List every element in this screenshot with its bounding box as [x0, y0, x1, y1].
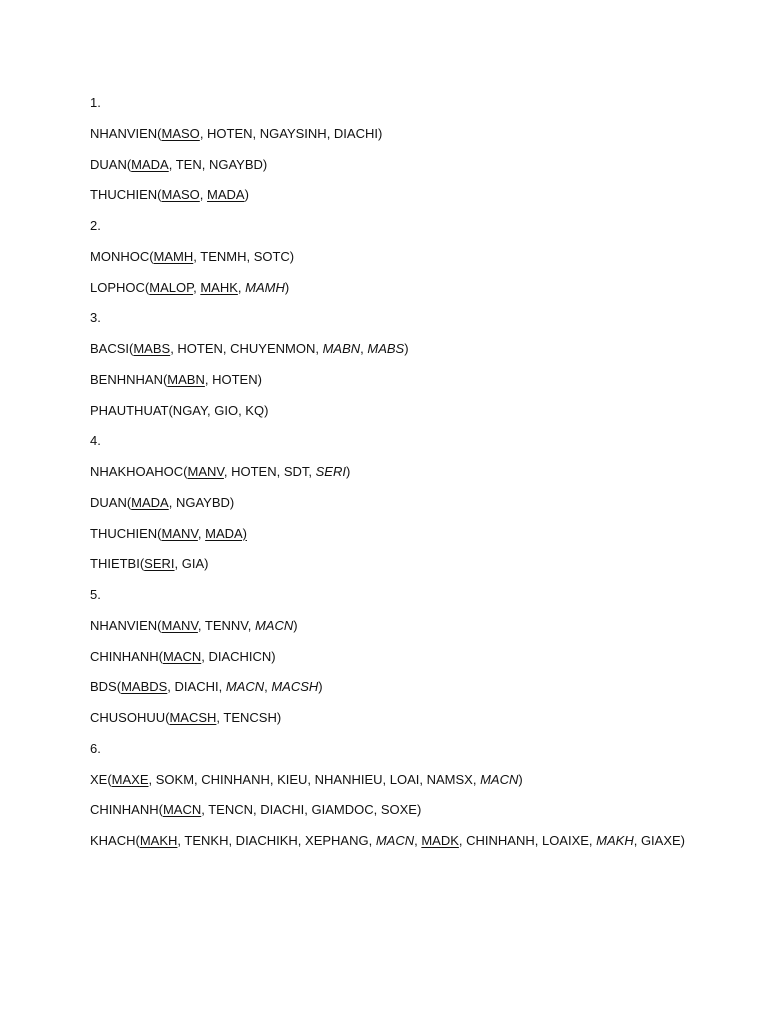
- foreign-attribute: MABS: [367, 341, 405, 356]
- text-segment: ,: [264, 679, 272, 695]
- text-segment: KHACH(: [90, 833, 140, 848]
- text-segment: , GIAXE): [633, 833, 686, 848]
- text-segment: ): [293, 617, 298, 633]
- key-attribute: MAMH: [153, 248, 194, 264]
- document-line: [90, 123, 750, 154]
- text-segment: NHAKHOAHOC(: [90, 464, 188, 479]
- key-attribute: MAHK: [200, 279, 238, 295]
- document-line: [90, 769, 750, 800]
- text-segment: ): [318, 679, 323, 695]
- text-segment: , HOTEN, NGAYSINH, DIACHI): [199, 125, 383, 141]
- document-line: [90, 461, 750, 492]
- document-line: [90, 400, 750, 431]
- text-segment: CHINHANH(: [90, 802, 163, 818]
- document-line: [90, 830, 750, 861]
- text-segment: BDS(: [90, 679, 122, 695]
- text-segment: MONHOC(: [90, 248, 154, 264]
- key-attribute: MABS: [133, 341, 171, 356]
- document-line: [90, 307, 750, 338]
- text-segment: 4.: [90, 433, 101, 449]
- text-segment: ,: [193, 279, 201, 295]
- document-line: [90, 615, 750, 646]
- text-segment: 1.: [90, 95, 101, 110]
- key-attribute: MADK: [421, 833, 459, 848]
- key-attribute: MASO: [161, 125, 200, 141]
- text-segment: BENHNHAN(: [90, 371, 168, 387]
- key-attribute: MALOP: [149, 279, 194, 295]
- text-segment: , NGAYBD): [168, 494, 235, 510]
- key-attribute: MADA: [207, 187, 245, 203]
- text-segment: ,: [414, 833, 422, 848]
- text-segment: , SOKM, CHINHANH, KIEU, NHANHIEU, LOAI, NAMSX,: [148, 771, 481, 787]
- text-segment: , HOTEN, SDT,: [223, 464, 316, 479]
- document-line: [90, 246, 750, 277]
- foreign-attribute: MAKH: [596, 833, 634, 848]
- document-line: [90, 646, 750, 677]
- text-segment: DUAN(: [90, 494, 132, 510]
- document-line: [90, 215, 750, 246]
- key-attribute: MACN: [162, 648, 202, 664]
- text-segment: PHAUTHUAT(NGAY, GIO, KQ): [90, 402, 269, 418]
- text-segment: , DIACHICN): [201, 648, 276, 664]
- foreign-attribute: MACN: [480, 771, 519, 787]
- document-line: [90, 738, 750, 769]
- key-attribute: MAKH: [139, 833, 178, 848]
- key-attribute: MABDS: [121, 679, 168, 695]
- text-segment: NHANVIEN(: [90, 617, 162, 633]
- key-attribute: MABN: [167, 371, 205, 387]
- key-attribute: MANV: [187, 464, 224, 479]
- document-line: [90, 430, 750, 461]
- text-segment: ,: [360, 341, 368, 356]
- foreign-attribute: MAMH: [245, 279, 285, 295]
- text-segment: ,: [199, 187, 208, 203]
- text-segment: , TENCN, DIACHI, GIAMDOC, SOXE): [201, 802, 422, 818]
- text-segment: , TEN, NGAYBD): [168, 156, 268, 172]
- document-line: [90, 584, 750, 615]
- text-segment: CHINHANH(: [90, 648, 163, 664]
- text-segment: , DIACHI,: [167, 679, 226, 695]
- text-segment: THUCHIEN(: [90, 187, 162, 203]
- text-segment: , TENNV,: [197, 617, 255, 633]
- key-attribute: MADA: [131, 494, 169, 510]
- document-line: [90, 338, 750, 369]
- text-segment: , GIA): [174, 556, 209, 572]
- foreign-attribute: SERI: [315, 464, 346, 479]
- foreign-attribute: MACN: [225, 679, 265, 695]
- text-segment: , HOTEN, CHUYENMON,: [170, 341, 323, 356]
- document-line: [90, 92, 750, 123]
- document-page: [90, 92, 750, 861]
- document-line: [90, 799, 750, 830]
- text-segment: DUAN(: [90, 156, 132, 172]
- key-attribute: MACSH: [169, 710, 217, 725]
- key-attribute: SERI: [144, 556, 175, 572]
- key-attribute: MACN: [162, 802, 202, 818]
- text-segment: 6.: [90, 740, 101, 756]
- text-segment: XE(: [90, 771, 112, 787]
- foreign-attribute: MACSH: [271, 679, 319, 695]
- document-line: [90, 492, 750, 523]
- document-line: [90, 154, 750, 185]
- text-segment: NHANVIEN(: [90, 125, 162, 141]
- text-segment: ): [284, 279, 290, 295]
- document-line: [90, 184, 750, 215]
- text-segment: 2.: [90, 218, 101, 233]
- document-line: [90, 707, 750, 738]
- text-segment: THUCHIEN(: [90, 525, 162, 541]
- text-segment: THIETBI(: [90, 556, 145, 572]
- key-attribute: MAXE: [111, 771, 149, 787]
- foreign-attribute: MACN: [254, 617, 294, 633]
- text-segment: , TENCSH): [216, 710, 282, 725]
- foreign-attribute: MABN: [322, 341, 361, 356]
- key-attribute: MANV: [161, 617, 198, 633]
- text-segment: , TENKH, DIACHIKH, XEPHANG,: [177, 833, 376, 848]
- key-attribute: MASO: [161, 187, 200, 203]
- text-segment: BACSI(: [90, 341, 134, 356]
- document-line: [90, 369, 750, 400]
- text-segment: 5.: [90, 587, 101, 602]
- document-line: [90, 277, 750, 308]
- text-segment: ): [404, 341, 409, 356]
- text-segment: , CHINHANH, LOAIXE,: [458, 833, 597, 848]
- document-line: [90, 523, 750, 554]
- text-segment: 3.: [90, 310, 101, 326]
- text-segment: ): [518, 771, 523, 787]
- text-segment: , TENMH, SOTC): [193, 248, 295, 264]
- foreign-attribute: MACN: [375, 833, 415, 848]
- text-segment: ,: [237, 279, 246, 295]
- document-line: [90, 676, 750, 707]
- text-segment: ,: [197, 525, 206, 541]
- key-attribute: MADA): [205, 525, 247, 541]
- key-attribute: MADA: [131, 156, 169, 172]
- text-segment: CHUSOHUU(: [90, 710, 170, 725]
- text-segment: ): [244, 187, 249, 203]
- text-segment: LOPHOC(: [90, 279, 150, 295]
- text-segment: , HOTEN): [204, 371, 262, 387]
- text-segment: ): [345, 464, 351, 479]
- document-line: [90, 553, 750, 584]
- key-attribute: MANV: [161, 525, 198, 541]
